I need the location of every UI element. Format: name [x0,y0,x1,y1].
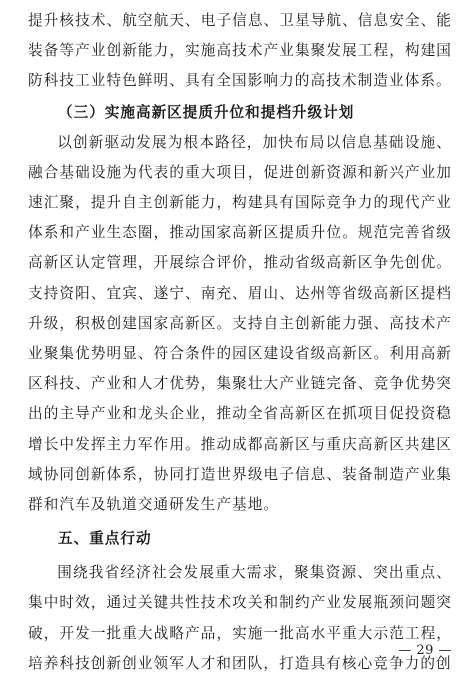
paragraph-key-actions: 围绕我省经济社会发展重大需求，聚集资源、突出重点、集中时效，通过关键共性技术攻关和制约产业发展瓶颈问题突破，开发一批重大战略产品，实施一批高水平重大示范工程，培养科技创新创业领军人才和团队，打造具有核心竞争力的创 [28,564,452,672]
paragraph-continued: 提升核技术、航空航天、电子信息、卫星导航、信息安全、能装备等产业创新能力，实施高技术产业集聚发展工程，构建国防科技工业特色鲜明、具有全国影响力的高技术制造业体系。 [28,12,452,90]
paragraph-high-tech-zone: 以创新驱动发展为根本路径，加快布局以信息基础设施、融合基础设施为代表的重大项目，促进创新资源和新兴产业加速汇聚，提升自主创新能力，构建具有国际竞争力的现代产业体系和产业生态圈，推动国家高新区提质升位。规范完善省级高新区认定管理，开展综合评价，推动省级高新区争先创优。支持资阳、宜宾、遂宁、南充、眉山、达州等省级高新区提档升级，积极创建国家高新区。支持自主创新能力强、高技术产业聚集优势明显、符合条件的园区建设省级高新区。利用高新区科技、产业和人才优势，集聚壮大产业链完备、竞争优势突出的主导产业和龙头企业，推动全省高新区在抓项目促投资稳增长中发挥主力军作用。推动成都高新区与重庆高新区共建区域协同创新体系，协同打造世界级电子信息、装备制造产业集群和汽车及轨道交通研发生产基地。 [28,133,452,514]
page-number: — 29 — [398,643,452,658]
document-body [28,6,452,679]
section-heading-key-actions: 五、重点行动 [58,530,152,548]
subheading-high-tech-zone: （三）实施高新区提质升位和提档升级计划 [58,103,355,121]
